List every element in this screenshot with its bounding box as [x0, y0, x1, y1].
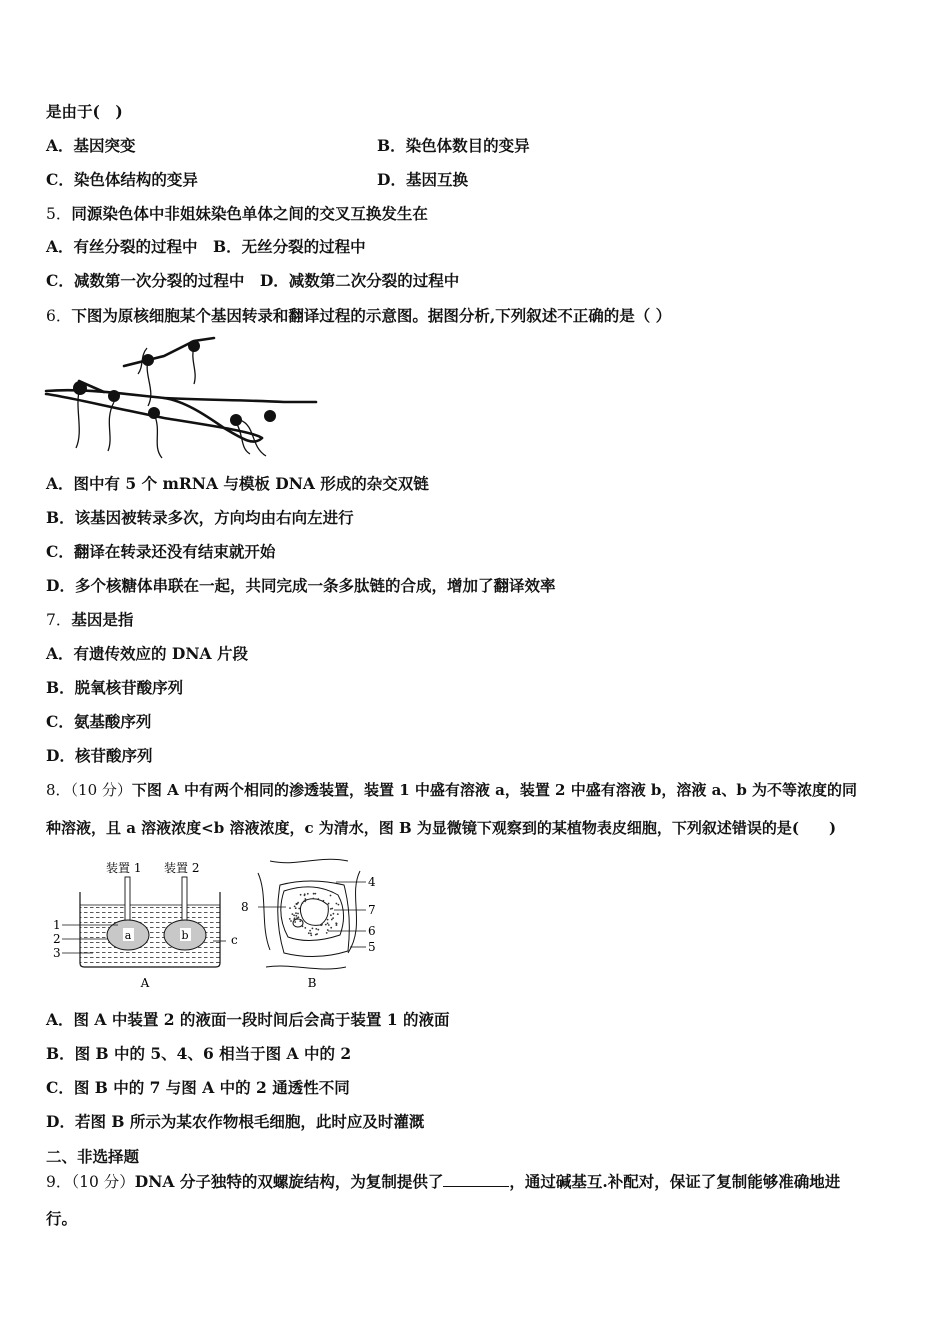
q7-stem-text: 基因是指 — [71, 610, 134, 629]
cytoplasm-dot — [328, 924, 330, 926]
label-7: 7 — [368, 903, 376, 917]
cytoplasm-dot — [294, 906, 296, 908]
cytoplasm-dot — [297, 902, 299, 904]
q7-number: 7． — [46, 611, 72, 629]
cytoplasm-dot — [304, 898, 306, 900]
cytoplasm-dot — [331, 919, 333, 921]
q5-number: 5． — [46, 205, 72, 223]
cytoplasm-dot — [315, 928, 317, 930]
cytoplasm-dot — [312, 928, 314, 930]
q8-option-b: B．图 B 中的 5、4、6 相当于图 A 中的 2 — [46, 1044, 352, 1063]
cytoplasm-dot — [298, 908, 300, 910]
cytoplasm-dot — [327, 929, 329, 931]
cytoplasm-dot — [299, 920, 301, 922]
section-title: 二、非选择题 — [46, 1147, 140, 1166]
label-6: 6 — [368, 924, 376, 938]
cytoplasm-dot — [330, 927, 332, 929]
cytoplasm-dot — [317, 929, 319, 931]
cytoplasm-dot — [316, 933, 318, 935]
cytoplasm-dot — [321, 924, 323, 926]
q6-option-d: D．多个核糖体串联在一起，共同完成一条多肽链的合成，增加了翻译效率 — [46, 576, 556, 595]
cytoplasm-dot — [293, 915, 295, 917]
q4-option-a: A．基因突变 — [46, 136, 136, 155]
q9-stem-line1 — [46, 1172, 840, 1192]
cytoplasm-dot — [295, 915, 297, 917]
cytoplasm-dot — [331, 908, 333, 910]
q7-option-d: D．核苷酸序列 — [46, 746, 153, 765]
label-device1: 装置 1 — [106, 861, 142, 875]
cytoplasm-dot — [300, 894, 302, 896]
q7-option-a: A．有遗传效应的 DNA 片段 — [46, 644, 248, 663]
caption-b: B — [307, 976, 317, 990]
cytoplasm-dot — [310, 934, 312, 936]
answer-blank — [443, 1172, 509, 1187]
cytoplasm-dot — [302, 925, 304, 927]
label-1: 1 — [53, 918, 61, 932]
cytoplasm-dot — [310, 933, 312, 935]
q5-options-row2: C．减数第一次分裂的过程中 D．减数第二次分裂的过程中 — [46, 271, 460, 290]
q8-score: （10 分） — [70, 781, 132, 799]
osmosis-figure — [48, 855, 388, 995]
cytoplasm-dot — [307, 893, 309, 895]
q6-stem — [46, 306, 671, 326]
cytoplasm-dot — [308, 932, 310, 934]
cytoplasm-dot — [327, 922, 329, 924]
q7-stem — [46, 610, 133, 630]
cytoplasm-dot — [312, 898, 314, 900]
cytoplasm-dot — [337, 913, 339, 915]
cytoplasm-dot — [323, 900, 325, 902]
label-4: 4 — [368, 875, 376, 889]
q9-stem-line2: 行。 — [46, 1209, 78, 1228]
cytoplasm-dot — [328, 903, 330, 905]
label-device2: 装置 2 — [164, 861, 200, 875]
cytoplasm-dot — [302, 902, 304, 904]
cytoplasm-dot — [317, 898, 319, 900]
cytoplasm-dot — [326, 932, 328, 934]
q9-number: 9． — [46, 1173, 72, 1191]
label-3: 3 — [53, 946, 61, 960]
q6-option-a: A．图中有 5 个 mRNA 与模板 DNA 形成的杂交双链 — [46, 474, 429, 493]
q9-stem-part1: DNA 分子独特的双螺旋结构，为复制提供了 — [134, 1172, 444, 1191]
q6-number: 6． — [46, 307, 72, 325]
figure-b — [258, 859, 366, 969]
q8-option-d: D．若图 B 所示为某农作物根毛细胞，此时应及时灌溉 — [46, 1112, 425, 1131]
q7-option-b: B．脱氧核苷酸序列 — [46, 678, 184, 697]
q6-option-c: C．翻译在转录还没有结束就开始 — [46, 542, 276, 561]
q9-score: （10 分） — [71, 1173, 135, 1191]
figure-a — [53, 860, 238, 990]
q5-options-row1: A．有丝分裂的过程中 B．无丝分裂的过程中 — [46, 237, 366, 256]
cytoplasm-dot — [333, 913, 335, 915]
cytoplasm-dot — [309, 930, 311, 932]
q4-option-d: D．基因互换 — [377, 170, 468, 189]
q7-option-c: C．氨基酸序列 — [46, 712, 152, 731]
cytoplasm-dot — [294, 917, 296, 919]
cytoplasm-dot — [338, 904, 340, 906]
q4-option-b: B．染色体数目的变异 — [377, 136, 530, 155]
cytoplasm-dot — [327, 919, 329, 921]
cytoplasm-dot — [297, 913, 299, 915]
label-2: 2 — [53, 932, 61, 946]
cytoplasm-dot — [295, 912, 297, 914]
cytoplasm-dot — [313, 893, 315, 895]
q8-number: 8． — [46, 781, 71, 799]
q8-stem-line1 — [46, 780, 857, 800]
cytoplasm-dot — [289, 918, 291, 920]
label-c: c — [231, 933, 238, 947]
cytoplasm-dot — [330, 914, 332, 916]
q4-option-c: C．染色体结构的变异 — [46, 170, 198, 189]
cytoplasm-dot — [295, 907, 297, 909]
cytoplasm-dot — [336, 924, 338, 926]
cytoplasm-dot — [290, 920, 292, 922]
cytoplasm-dot — [330, 895, 332, 897]
caption-a: A — [140, 976, 150, 990]
cytoplasm-dot — [304, 893, 306, 895]
cytoplasm-dot — [296, 903, 298, 905]
q5-stem-text: 同源染色体中非姐妹染色单体之间的交叉互换发生在 — [71, 204, 428, 223]
q6-option-b: B．该基因被转录多次，方向均由右向左进行 — [46, 508, 354, 527]
q6-stem-text: 下图为原核细胞某个基因转录和翻译过程的示意图。据图分析,下列叙述不正确的是（ ） — [71, 306, 672, 325]
q8-option-a: A．图 A 中装置 2 的液面一段时间后会高于装置 1 的液面 — [46, 1010, 450, 1029]
q8-stem-text-1: 下图 A 中有两个相同的渗透装置，装置 1 中盛有溶液 a，装置 2 中盛有溶液 b，溶液 a、b 为不等浓度的同 — [131, 781, 858, 799]
label-a: a — [124, 929, 132, 942]
cytoplasm-dot — [294, 921, 296, 923]
transcription-translation-figure — [44, 336, 319, 461]
cytoplasm-dot — [298, 916, 300, 918]
q4-stem-tail: 是由于( ) — [46, 102, 123, 121]
label-8: 8 — [241, 900, 249, 914]
cytoplasm-dot — [292, 913, 294, 915]
cytoplasm-dot — [332, 917, 334, 919]
cytoplasm-dot — [314, 893, 316, 895]
label-5: 5 — [368, 940, 376, 954]
cytoplasm-dot — [336, 903, 338, 905]
cytoplasm-dot — [325, 924, 327, 926]
q8-option-c: C．图 B 中的 7 与图 A 中的 2 通透性不同 — [46, 1078, 350, 1097]
q5-stem — [46, 204, 428, 224]
q8-stem-line2: 种溶液，且 a 溶液浓度<b 溶液浓度，c 为清水，图 B 为显微镜下观察到的某植物表皮细胞，下列叙述错误的是( ) — [46, 819, 837, 837]
cytoplasm-dot — [304, 927, 306, 929]
cytoplasm-dot — [289, 907, 291, 909]
label-b: b — [181, 929, 189, 942]
q9-stem-part2: ，通过碱基互.补配对，保证了复制能够准确地进 — [509, 1172, 841, 1191]
